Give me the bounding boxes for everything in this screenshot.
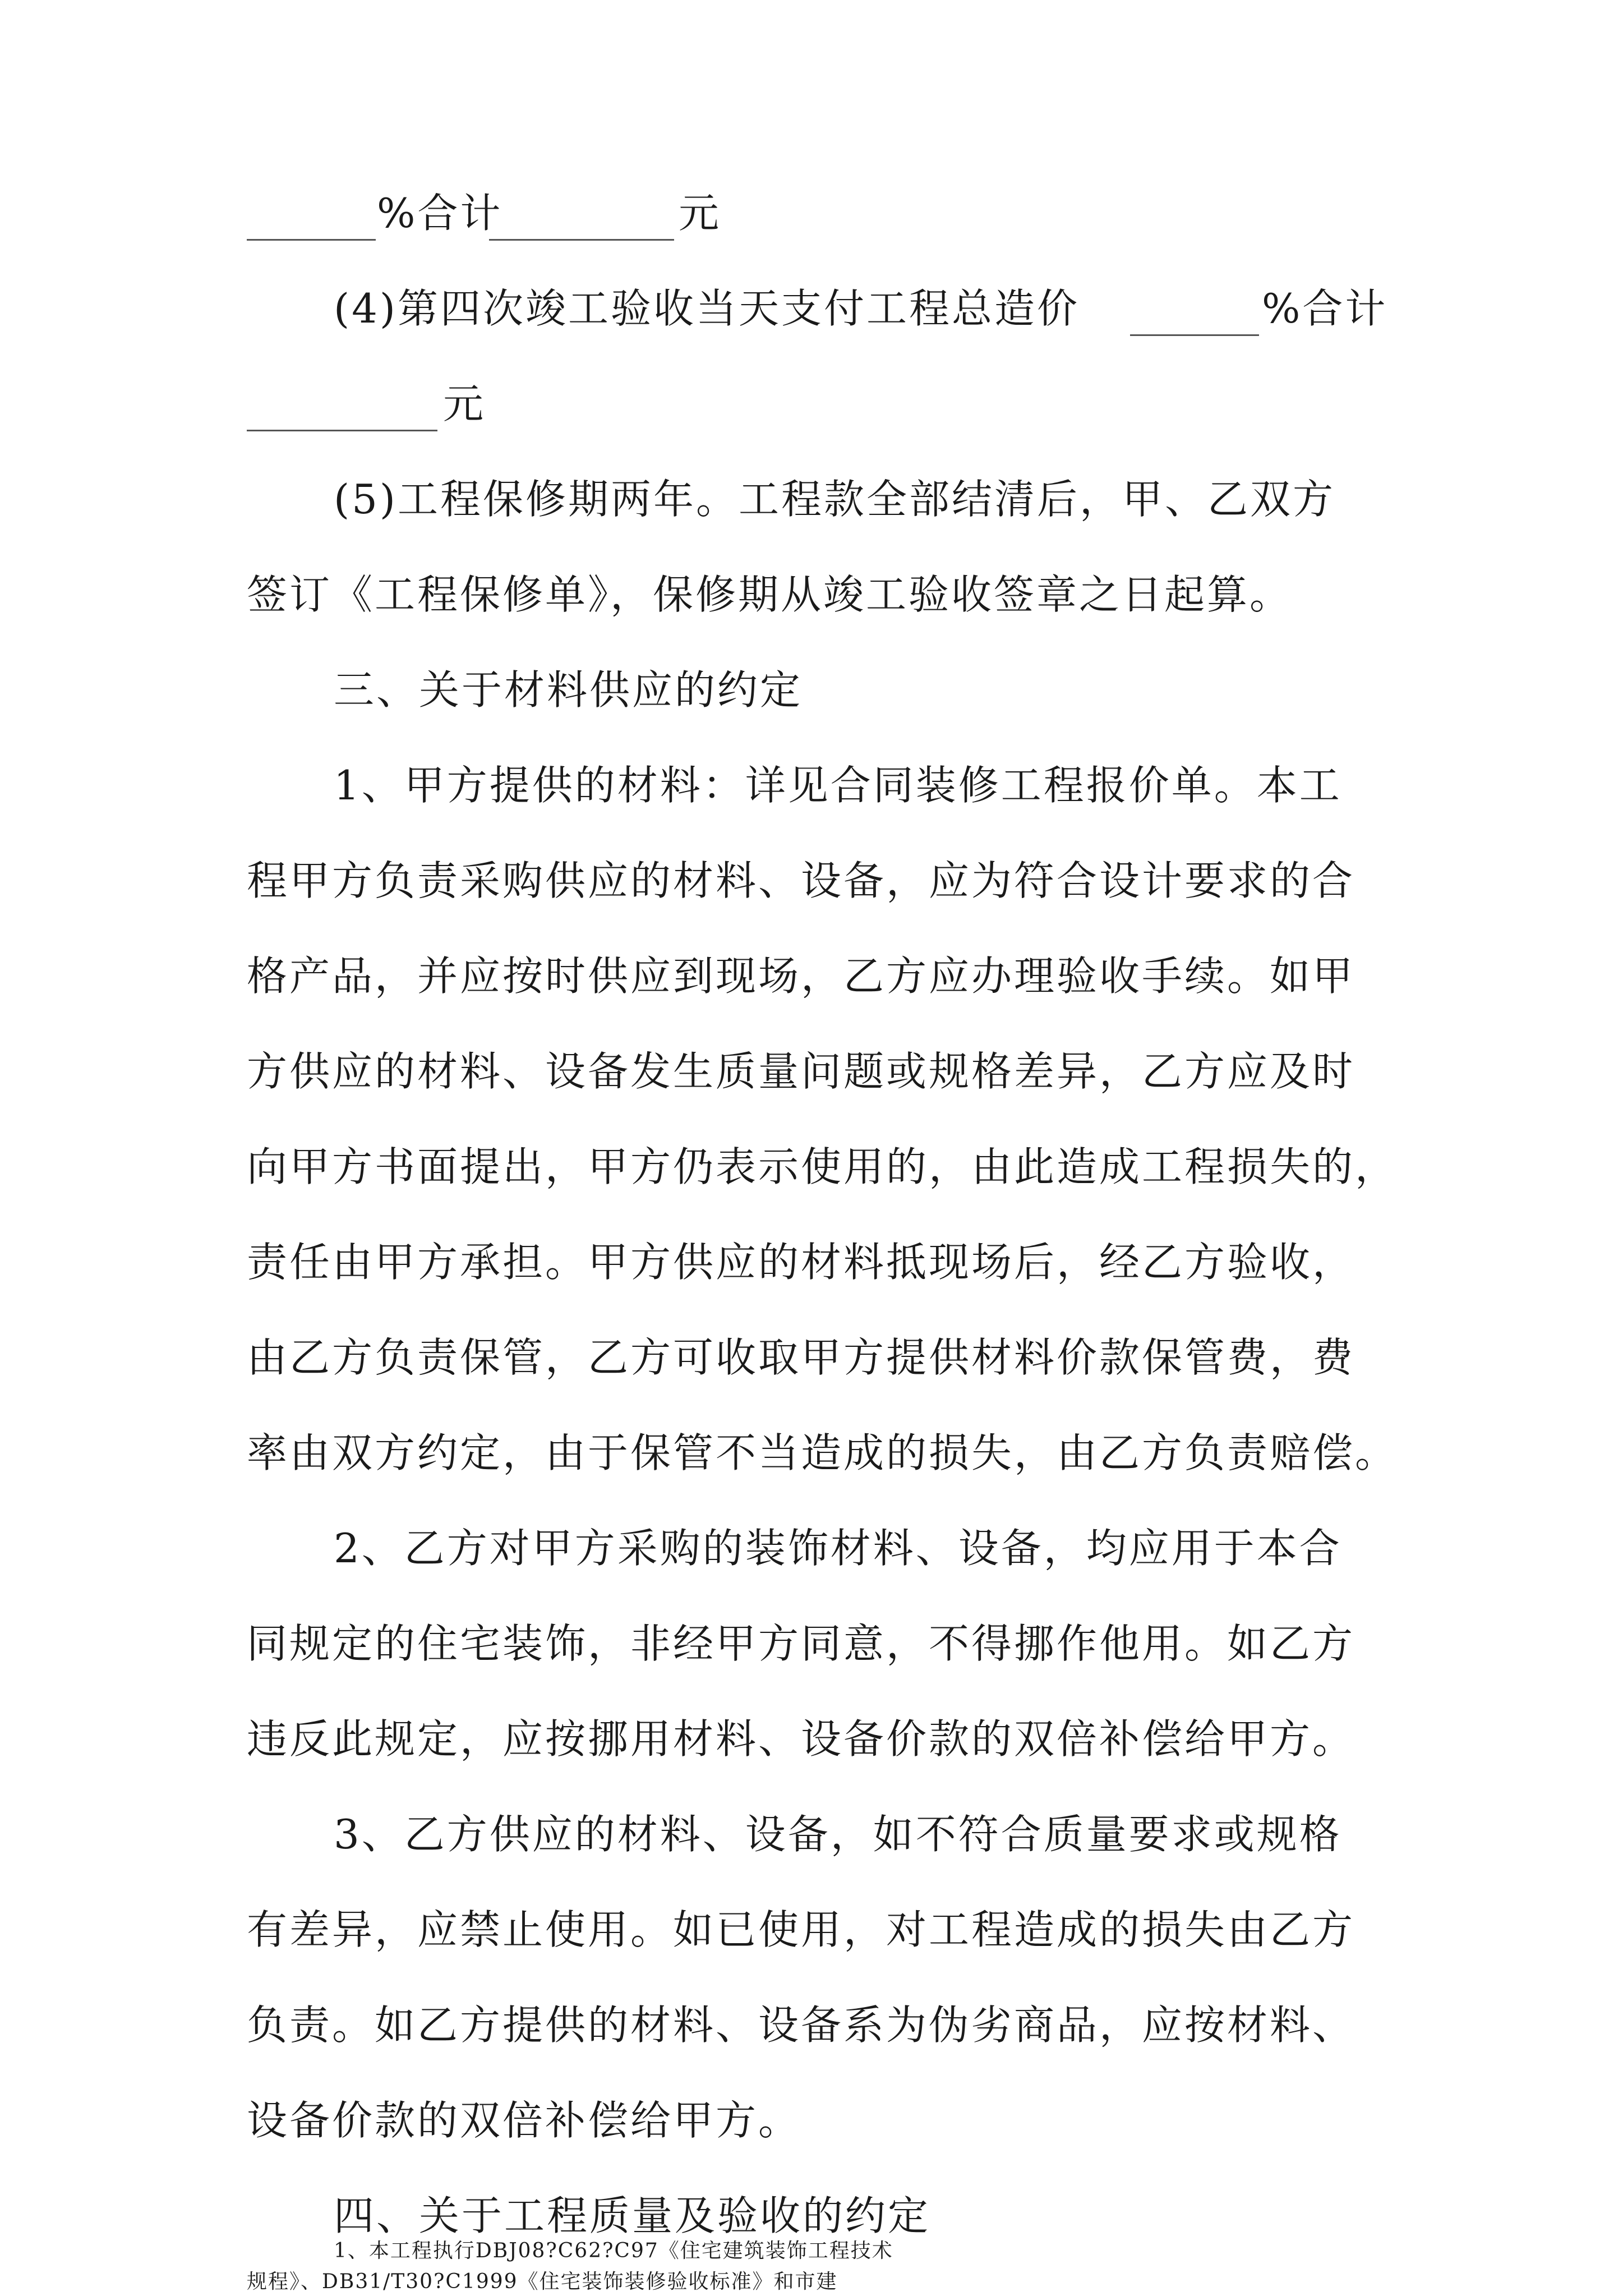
text-line: (4)第四次竣工验收当天支付工程总造价	[334, 285, 1080, 332]
payment-line-4	[0, 280, 1623, 376]
paragraph-line	[0, 2269, 1623, 2296]
amount-blank	[247, 430, 437, 431]
text-line: 率由双方约定，由于保管不当造成的损失，由乙方负责赔偿。	[247, 1429, 1398, 1476]
paragraph-line	[0, 757, 1623, 853]
amount-blank	[489, 239, 674, 241]
paragraph-line	[0, 567, 1623, 662]
text-line: 程甲方负责采购供应的材料、设备，应为符合设计要求的合	[247, 857, 1355, 904]
text-line: 格产品，并应按时供应到现场，乙方应办理验收手续。如甲	[247, 953, 1355, 1000]
paragraph-line	[0, 853, 1623, 948]
text-line: 向甲方书面提出，甲方仍表示使用的，由此造成工程损失的，	[247, 1143, 1398, 1190]
percent-blank	[1130, 334, 1259, 336]
text-line: 有差异，应禁止使用。如已使用，对工程造成的损失由乙方	[247, 1906, 1355, 1953]
text-line: %合计	[1262, 285, 1388, 332]
paragraph-line	[0, 1711, 1623, 1806]
text-line: %合计	[377, 190, 503, 237]
section-heading	[0, 662, 1623, 757]
text-line: 1、本工程执行DBJ08?C62?C97《住宅建筑装饰工程技术	[334, 2239, 893, 2262]
paragraph-line	[0, 1806, 1623, 1902]
text-line: 设备价款的双倍补偿给甲方。	[247, 2097, 801, 2144]
paragraph-line	[0, 1902, 1623, 1997]
paragraph-line	[0, 471, 1623, 567]
paragraph-line	[0, 1329, 1623, 1425]
text-line: 元	[679, 190, 722, 237]
paragraph-line	[0, 1234, 1623, 1329]
text-line: (5)工程保修期两年。工程款全部结清后，甲、乙双方	[334, 476, 1335, 523]
paragraph-line	[0, 1139, 1623, 1234]
payment-line-3-continued	[0, 185, 1623, 280]
heading-text: 三、关于材料供应的约定	[334, 666, 803, 714]
paragraph-line	[0, 1616, 1623, 1711]
paragraph-line	[0, 2092, 1623, 2188]
text-line: 签订《工程保修单》，保修期从竣工验收签章之日起算。	[247, 571, 1293, 618]
text-line: 同规定的住宅装饰，非经甲方同意，不得挪作他用。如乙方	[247, 1620, 1355, 1667]
text-line: 1、甲方提供的材料：详见合同装修工程报价单。本工	[334, 762, 1342, 809]
text-line: 责任由甲方承担。甲方供应的材料抵现场后，经乙方验收，	[247, 1239, 1355, 1286]
text-line: 负责。如乙方提供的材料、设备系为伪劣商品，应按材料、	[247, 2001, 1355, 2049]
text-line: 由乙方负责保管，乙方可收取甲方提供材料价款保管费，费	[247, 1334, 1355, 1381]
paragraph-line	[0, 948, 1623, 1043]
paragraph-line	[0, 1520, 1623, 1616]
text-line: 3、乙方供应的材料、设备，如不符合质量要求或规格	[334, 1811, 1342, 1858]
percent-blank	[247, 239, 376, 241]
text-line: 2、乙方对甲方采购的装饰材料、设备，均应用于本合	[334, 1525, 1342, 1572]
text-line: 违反此规定，应按挪用材料、设备价款的双倍补偿给甲方。	[247, 1715, 1355, 1763]
heading-text: 四、关于工程质量及验收的约定	[334, 2192, 931, 2239]
paragraph-line	[0, 1043, 1623, 1139]
paragraph-line	[0, 1425, 1623, 1520]
payment-line-4-continued	[0, 376, 1623, 471]
paragraph-line	[0, 1997, 1623, 2092]
paragraph-line	[0, 2238, 1623, 2265]
text-line: 规程》、DB31/T30?C1999《住宅装饰装修验收标准》和市建	[247, 2270, 838, 2293]
text-line: 元	[443, 380, 486, 427]
text-line: 方供应的材料、设备发生质量问题或规格差异，乙方应及时	[247, 1048, 1355, 1095]
